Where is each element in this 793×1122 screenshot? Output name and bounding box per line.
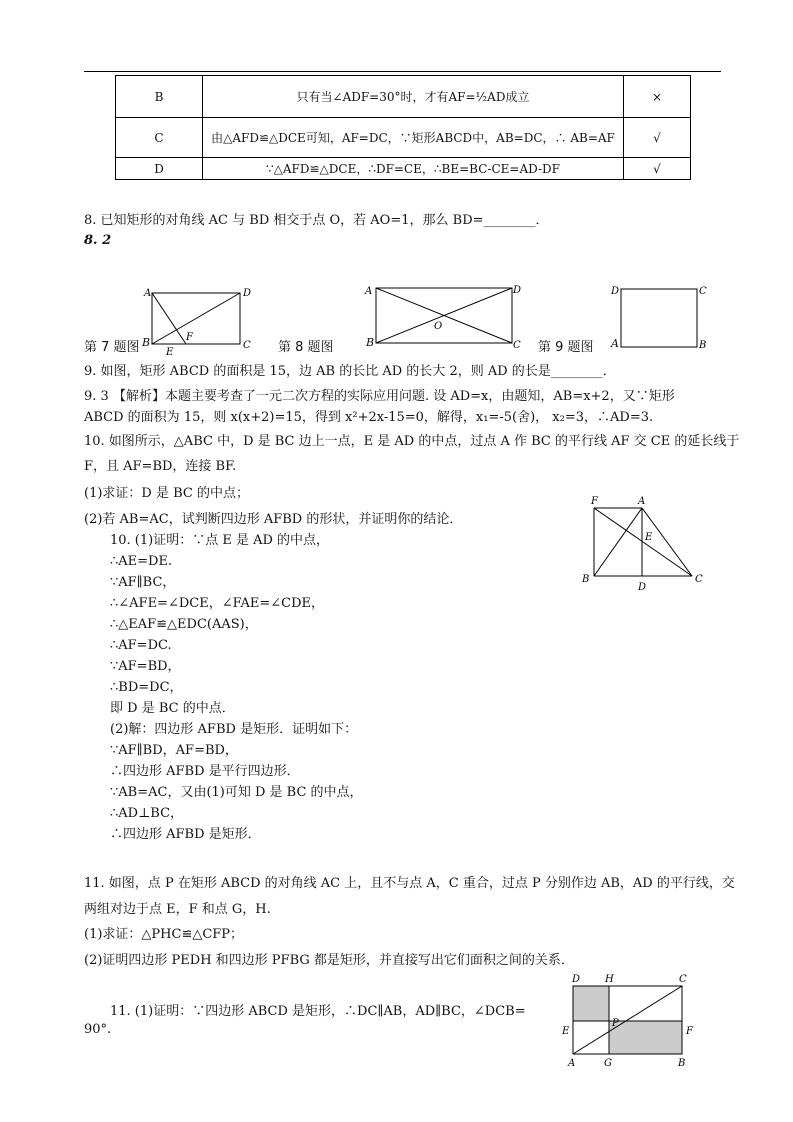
solution-line: ∵AF=BD， <box>110 659 181 674</box>
label-c: C <box>695 574 703 585</box>
fig8-label-b: B <box>366 336 375 349</box>
q10-question-2: F，且 AF=BD，连接 BF. <box>84 459 237 474</box>
solution-line: (2)解：四边形 AFBD 是矩形．证明如下： <box>110 722 358 737</box>
label-f: F <box>591 496 598 507</box>
solution-line: ∵AB=AC，又由(1)可知 D 是 BC 的中点， <box>110 785 363 800</box>
label-c: C <box>699 286 707 297</box>
solution-line: ∴四边形 AFBD 是平行四边形． <box>110 764 300 779</box>
label-b: B <box>678 1058 686 1069</box>
fig9-caption: 第 9 题图 <box>538 340 594 355</box>
label-h: H <box>605 974 614 985</box>
label-b: B <box>582 574 590 585</box>
fig7-caption: 第 7 题图 <box>84 340 140 355</box>
row-mark: √ <box>624 118 691 158</box>
q10-solution <box>110 530 363 845</box>
solution-line: ∴AD⊥BC， <box>110 806 184 821</box>
q8-question: 8. 已知矩形的对角线 AC 与 BD 相交于点 O，若 AO=1，那么 BD=________． <box>84 213 549 228</box>
label-e: E <box>645 532 653 543</box>
table-row <box>116 118 691 158</box>
row-key: D <box>116 158 203 180</box>
label-e: E <box>562 1026 570 1037</box>
fig7-label-b: B <box>142 336 151 349</box>
label-a: A <box>638 496 646 507</box>
label-f: F <box>686 1026 693 1037</box>
solution-line: 10. (1)证明：∵点 E 是 AD 的中点， <box>110 533 330 548</box>
top-rule <box>84 71 721 72</box>
row-text: 由△AFD≌△DCE可知，AF=DC，∵矩形ABCD中，AB=DC，∴ AB=AF <box>203 118 624 158</box>
q10-part1: (1)求证：D 是 BC 的中点； <box>84 486 249 501</box>
q9-answer-1: 9. 3 【解析】本题主要考查了一元二次方程的实际应用问题. 设 AD=x，由题知，AB=x+2，又∵矩形 <box>84 389 675 404</box>
label-a: A <box>365 286 373 297</box>
q9-question: 9. 如图，矩形 ABCD 的面积是 15，边 AB 的长比 AD 的长大 2，则 AD 的长是________． <box>84 364 616 379</box>
table-row <box>116 76 691 118</box>
solution-line: ∵AF∥BC， <box>110 575 176 590</box>
label-a: A <box>144 288 152 299</box>
label-o: O <box>434 321 443 332</box>
q11-part1: (1)求证：△PHC≌△CFP； <box>84 927 244 942</box>
solution-line: ∴△EAF≌△EDC(AAS)， <box>110 617 258 632</box>
label-d: D <box>572 974 581 985</box>
q11-solution-1: 11. (1)证明：∵四边形 ABCD 是矩形，∴DC∥AB，AD∥BC，∠DCB= <box>110 1004 526 1019</box>
figure-8 <box>362 282 522 352</box>
label-c: C <box>679 974 687 985</box>
table-row <box>116 158 691 180</box>
solution-line: ∴AE=DE. <box>110 554 173 569</box>
solution-line: ∴AF=DC. <box>110 638 172 653</box>
figure-11 <box>558 972 703 1072</box>
label-d: D <box>638 582 647 593</box>
q11-question-2: 两组对边于点 E，F 和点 G，H. <box>84 902 271 917</box>
label-g: G <box>604 1058 612 1069</box>
q9-answer-2: ABCD 的面积为 15，则 x(x+2)=15，得到 x²+2x-15=0，解得，x₁=-5(舍)， x₂=3，∴AD=3. <box>84 410 654 425</box>
solution-line: ∴四边形 AFBD 是矩形． <box>110 827 261 842</box>
solution-line: ∴BD=DC， <box>110 680 183 695</box>
solution-line: ∵AF∥BD，AF=BD， <box>110 743 238 758</box>
figure-10 <box>580 494 710 594</box>
q8-answer: 8. 2 <box>84 233 112 248</box>
row-text: 只有当∠ADF=30°时，才有AF=½AD成立 <box>203 76 624 118</box>
figure-9 <box>605 282 710 352</box>
label-d: D <box>513 285 522 296</box>
q10-question-1: 10. 如图所示，△ABC 中，D 是 BC 边上一点，E 是 AD 的中点，过点 A 作 BC 的平行线 AF 交 CE 的延长线于 <box>84 434 740 449</box>
row-key: C <box>116 118 203 158</box>
solution-line: 即 D 是 BC 的中点． <box>110 701 235 716</box>
option-table <box>115 75 691 180</box>
q11-part2: (2)证明四边形 PEDH 和四边形 PFBG 都是矩形，并直接写出它们面积之间的关系． <box>84 953 574 968</box>
label-a: A <box>568 1058 576 1069</box>
label-b: B <box>699 340 707 351</box>
fig9-label-a: A <box>611 337 619 350</box>
row-mark: √ <box>624 158 691 180</box>
label-c: C <box>513 340 521 351</box>
figure-7 <box>138 284 256 359</box>
q11-question-1: 11. 如图，点 P 在矩形 ABCD 的对角线 AC 上，且不与点 A，C 重合，过点 P 分别作边 AB，AD 的平行线，交 <box>84 876 735 891</box>
label-p: P <box>612 1018 619 1029</box>
fig8-caption: 第 8 题图 <box>278 340 334 355</box>
q11-solution-2: 90°. <box>84 1022 112 1037</box>
label-f: F <box>186 332 193 343</box>
label-e: E <box>166 347 174 358</box>
row-text: ∵△AFD≌△DCE，∴DF=CE，∴BE=BC-CE=AD-DF <box>203 158 624 180</box>
q10-part2: (2)若 AB=AC，试判断四边形 AFBD 的形状，并证明你的结论． <box>84 512 463 527</box>
row-key: B <box>116 76 203 118</box>
label-c: C <box>243 340 251 351</box>
label-d: D <box>243 288 252 299</box>
solution-line: ∴∠AFE=∠DCE，∠FAE=∠CDE， <box>110 596 325 611</box>
label-d: D <box>611 286 620 297</box>
row-mark: × <box>624 76 691 118</box>
